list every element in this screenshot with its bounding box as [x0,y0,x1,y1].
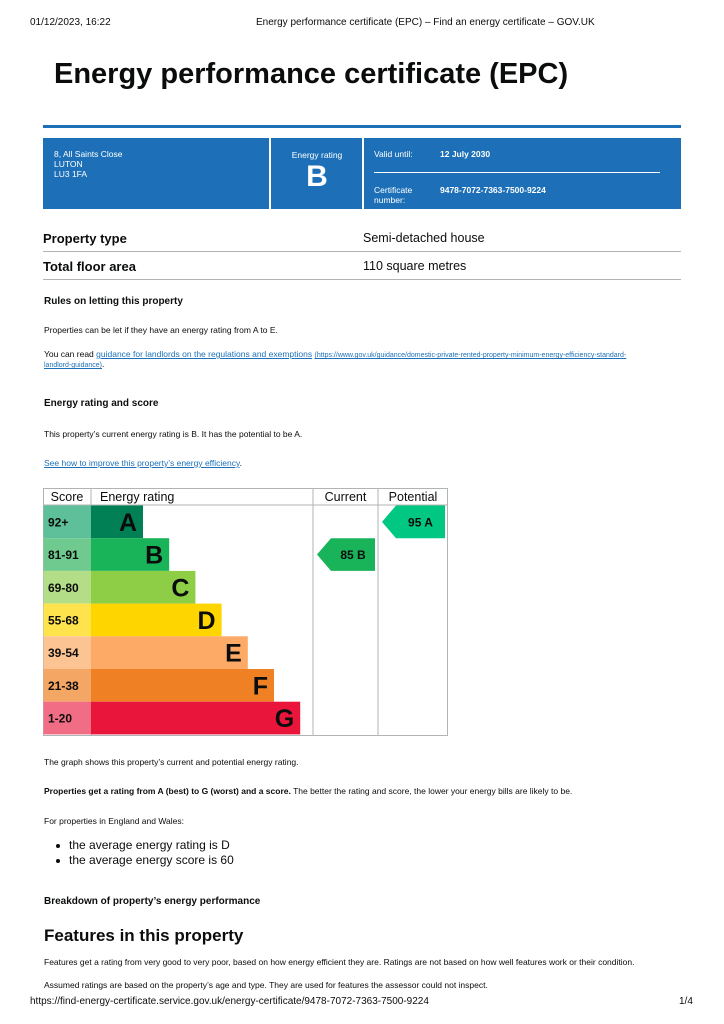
rating-explanation-bold: Properties get a rating from A (best) to G (worst) and a score. [44,786,291,796]
row-divider [43,251,681,252]
features-text-2: Assumed ratings are based on the property’s age and type. They are used for features the assessor could not inspect. [44,980,488,990]
summary-inner-divider [374,172,660,173]
band-score-label: 81-91 [48,548,79,563]
bullet-dot [56,844,60,848]
potential-rating-label: 95 A [408,515,433,530]
band-letter: E [225,639,242,668]
certificate-number-value: 9478-7072-7363-7500-9224 [440,185,546,195]
band-score-label: 55-68 [48,613,79,628]
band-score-label: 69-80 [48,580,79,595]
title-divider [43,125,681,128]
graph-caption: The graph shows this property’s current and potential energy rating. [44,757,299,767]
summary-divider [362,138,364,209]
property-type-label: Property type [43,231,127,246]
band-bar-g [91,702,300,735]
certificate-summary [43,138,681,209]
energy-rating-heading: Energy rating and score [44,398,159,409]
valid-until-value: 12 July 2030 [440,149,491,159]
print-page-title: Energy performance certificate (EPC) – Find an energy certificate – GOV.UK [256,17,595,28]
band-score-label: 21-38 [48,678,79,693]
guidance-url-continued [44,359,104,371]
bullet-average-rating [69,838,230,852]
band-letter: C [171,574,190,603]
guidance-suffix: . [101,359,105,369]
graph-column-header: Score [50,490,84,504]
guidance-url[interactable]: (https://www.gov.uk/guidance/domestic-private-rented-property-minimum-energy-efficiency-standard- [314,352,627,359]
graph-column-header: Potential [388,490,438,504]
certificate-label-line-2: number: [374,195,406,205]
address-line-2: LUTON [54,159,83,169]
features-heading: Features in this property [44,926,244,945]
page-title: Energy performance certificate (EPC) [54,58,569,90]
epc-rating-svg [43,488,448,736]
address-postcode: LU3 1FA [54,169,88,179]
bullet-average-score [69,853,234,867]
features-text-1: Features get a rating from very good to very poor, based on how energy efficient they are. Ratings are not based on how well features work or their condition. [44,957,635,967]
print-footer-url: https://find-energy-certificate.service.gov.uk/energy-certificate/9478-7072-7363-7500-9224 [30,996,429,1007]
energy-rating-label: Energy rating [291,150,343,160]
energy-rating-text: This property’s current energy rating is B. It has the potential to be A. [44,429,303,439]
bullet-text: the average energy score is 60 [69,853,234,867]
floor-area-label: Total floor area [43,259,136,274]
breakdown-heading: Breakdown of property’s energy performance [44,896,261,907]
floor-area-value: 110 square metres [363,259,467,273]
certificate-number-label [374,185,412,205]
band-letter: B [145,541,164,570]
guidance-prefix: You can read [44,349,97,359]
guidance-link[interactable]: guidance for landlords on the regulations and exemptions [96,349,313,359]
graph-column-header: Energy rating [100,490,175,504]
bullet-text: the average energy rating is D [69,838,230,852]
letting-rules-text: Properties can be let if they have an energy rating from A to E. [44,325,278,335]
print-datetime: 01/12/2023, 16:22 [30,17,111,28]
certificate-label-line-1: Certificate [374,185,413,195]
band-letter: G [274,705,295,734]
rating-explanation-rest: The better the rating and score, the lower your energy bills are likely to be. [290,786,573,796]
energy-rating-letter: B [306,160,328,193]
rating-explanation [44,786,572,796]
print-page-number: 1/4 [679,996,693,1007]
improve-paragraph [44,458,242,468]
valid-until-label: Valid until: [374,149,413,159]
bullet-dot [56,859,60,863]
band-score-label: 92+ [48,515,69,530]
property-type-value: Semi-detached house [363,231,485,245]
band-bar-f [91,669,274,702]
band-letter: F [252,672,268,701]
band-score-label: 1-20 [48,711,73,726]
epc-rating-graph [43,488,448,736]
guidance-url-end[interactable]: landlord-guidance) [44,362,102,369]
row-divider [43,279,681,280]
improve-efficiency-link[interactable]: See how to improve this property’s energy efficiency [44,458,240,468]
graph-column-header: Current [324,490,367,504]
band-letter: D [197,606,216,635]
band-score-label: 39-54 [48,646,79,661]
letting-rules-heading: Rules on letting this property [44,296,183,307]
improve-suffix: . [239,458,242,468]
current-rating-label: 85 B [340,548,366,563]
england-wales-text: For properties in England and Wales: [44,816,185,826]
guidance-paragraph [44,349,626,361]
address-line-1: 8, All Saints Close [54,149,123,159]
band-letter: A [118,508,137,537]
